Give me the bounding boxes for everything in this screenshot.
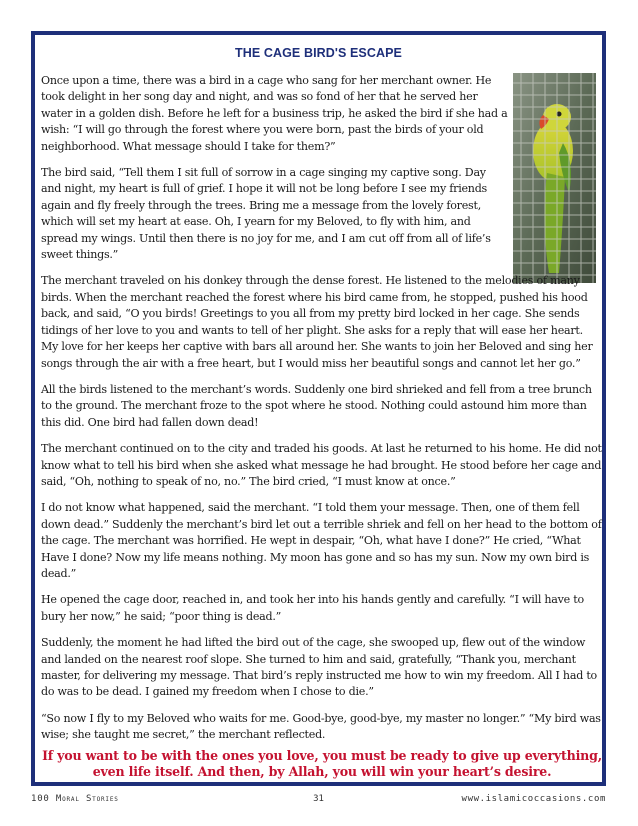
story-body — [41, 73, 603, 781]
footer-book-title: 100 Moral Stories — [31, 794, 119, 804]
footer-page-number: 31 — [313, 794, 324, 804]
page-frame — [31, 31, 606, 786]
paragraph-5: The merchant continued on to the city and traded his goods. At last he returned to his home. He did not know what to tell his bird when she asked what message he had brought. He stood before her cage and said, “Oh, nothing to speak of no, no.” The bird cried, “I must know at once.” — [41, 442, 602, 488]
paragraph-7: He opened the cage door, reached in, and took her into his hands gently and carefully. “I will have to bury her now,” he said; “poor thing is dead.” — [41, 593, 584, 623]
paragraph-4: All the birds listened to the merchant’s words. Suddenly one bird shrieked and fell from a tree brunch to the ground. The merchant froze to the spot where he stood. Nothing could astound him more than this did. One bird had fallen down dead! — [41, 382, 592, 429]
footer-website-link[interactable]: www.islamicoccasions.com — [461, 794, 606, 804]
paragraph-2: The bird said, “Tell them I sit full of sorrow in a cage singing my captive song. Day and night, my heart is full of grief. I hope it will not be long before I see my friends again and fly freely through the trees. Bring me a message from the lovely forest, which will set my heart at ease. Oh, I yearn for my Beloved, to fly with him, and spread my wings. Until then there is no joy for me, and I am cut off from all of life’s sweet things.” — [41, 166, 491, 262]
paragraph-9: “So now I fly to my Beloved who waits for me. Good-bye, good-bye, my master no longer.” “My bird was wise; she taught me secret,” the merchant reflected. — [41, 711, 601, 742]
page-footer — [31, 794, 606, 810]
paragraph-8: Suddenly, the moment he had lifted the bird out of the cage, she swooped up, flew out of the window and landed on the nearest roof slope. She turned to him and said, gratefully, “Thank you, merchant master, for delivering my message. That bird’s reply instructed me how to win my freedom. All I had to do was to be dead. I gained my freedom when I chose to die.” — [41, 636, 597, 699]
story-moral: If you want to be with the ones you love, you must be ready to give up everything, even life itself. And then, by Allah, you will win your heart’s desire. — [42, 747, 602, 780]
story-title: THE CAGE BIRD'S ESCAPE — [234, 46, 402, 60]
paragraph-1: Once upon a time, there was a bird in a cage who sang for her merchant owner. He took delight in her song day and night, and was so fond of her that he served her water in a golden dish. Before he left for a business trip, he asked the bird if she had a wish: “I will go through the forest where you were born, past the birds of your old neighborhood. What message should I take for them?” — [41, 74, 508, 153]
paragraph-6: I do not know what happened, said the merchant. “I told them your message. Then, one of them fell down dead.” Suddenly the merchant’s bird let out a terrible shriek and fell on her head to the bottom of the cage. The merchant was horrified. He wept in despair, “Oh, what have I done?” He cried, “What Have I done? Now my life means nothing. My moon has gone and so has my sun. Now my own bird is dead.” — [41, 501, 602, 580]
paragraph-3: The merchant traveled on his donkey through the dense forest. He listened to the melodies of many birds. When the merchant reached the forest where his bird came from, he stopped, pushed his hood back, and said, “O you birds! Greetings to you all from my pretty bird locked in her cage. She sends tidings of her love to you and wants to tell of her plight. She asks for a reply that will ease her heart. My love for her keeps her captive with bars all around her. She wants to join her Beloved and sing her songs through the air with a free heart, but I would miss her beautiful songs and cannot let her go.” — [41, 274, 593, 370]
